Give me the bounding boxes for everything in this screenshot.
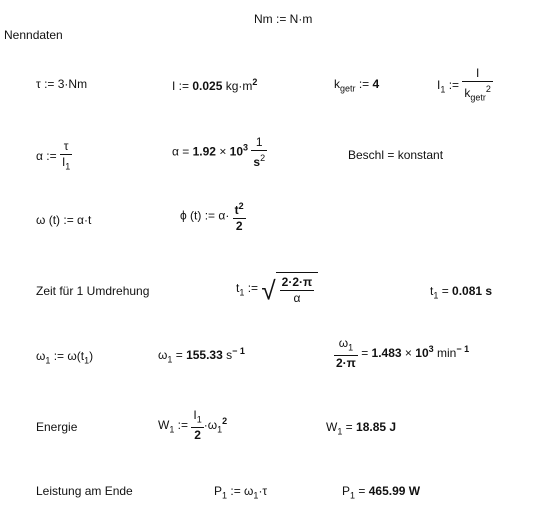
radical-sign: √ — [261, 275, 276, 306]
inertia-unit-exp: 2 — [252, 77, 258, 87]
w1-result-subscript: 1 — [337, 426, 343, 437]
omega1-rhs: := ω(t — [50, 349, 85, 363]
gear-ratio-assign: := — [355, 77, 373, 91]
numerator-exponent: 2 — [238, 201, 244, 211]
square-root — [261, 272, 318, 306]
p1-result-symbol: P — [342, 484, 351, 498]
fraction-denominator: α — [293, 291, 301, 305]
conversion-unit: min — [436, 345, 457, 360]
w1-tail: ·ω — [203, 417, 218, 432]
times-sign: × — [401, 345, 416, 360]
alpha-unit-fraction — [251, 135, 267, 170]
tau-definition[interactable]: τ := 3·Nm — [36, 77, 88, 91]
t1-result[interactable] — [430, 284, 492, 300]
gear-ratio-definition[interactable] — [334, 77, 379, 93]
w1-tail-subscript: 1 — [217, 424, 223, 435]
fraction-numerator — [334, 336, 358, 356]
rotation-speed-conversion[interactable] — [334, 336, 469, 371]
unit-definition-nm[interactable]: Nm := N·m — [254, 12, 313, 26]
omega1-symbol: ω — [36, 349, 46, 363]
section-heading: Nenndaten — [4, 28, 63, 42]
omega1-result-unit: s — [226, 348, 233, 362]
w1-result-value: 18.85 — [356, 420, 387, 434]
fraction-numerator — [233, 199, 246, 219]
alpha-result-value: 1.92 — [192, 144, 216, 159]
inertia-prefix: I := — [172, 79, 193, 93]
revolution-time-label: Zeit für 1 Umdrehung — [36, 284, 150, 298]
denominator-exponent: 2 — [485, 84, 491, 94]
omega1-rhs-subscript: 1 — [84, 355, 90, 366]
conversion-value: 1.483 — [371, 345, 402, 360]
alpha-definition[interactable] — [36, 139, 72, 174]
radicand — [276, 272, 319, 306]
omega1-subscript: 1 — [45, 355, 51, 366]
t1-definition[interactable] — [236, 272, 318, 306]
phi-prefix: ϕ (t) := α· — [180, 208, 230, 223]
w1-fraction — [191, 408, 203, 443]
energy-label: Energie — [36, 420, 78, 434]
reduced-inertia-fraction — [462, 66, 493, 105]
w1-assign: := — [174, 417, 192, 432]
unit-denominator — [251, 151, 267, 170]
denominator-subscript: getr — [470, 92, 486, 103]
conversion-fraction — [334, 336, 358, 371]
power-base: 10 — [229, 144, 244, 159]
numerator-subscript: 1 — [196, 414, 202, 425]
p1-subscript: 1 — [222, 490, 228, 501]
p1-assign: := ω — [227, 484, 254, 498]
unit-numerator: 1 — [251, 135, 267, 151]
alpha-label: α := — [36, 148, 60, 163]
inertia-unit: kg·m — [225, 79, 253, 93]
numerator-symbol: I — [193, 408, 197, 422]
reduced-inertia-symbol: I — [437, 77, 441, 92]
p1-symbol: P — [214, 484, 223, 498]
p1-result-subscript: 1 — [350, 490, 356, 501]
p1-rhs-tail: ·τ — [258, 484, 268, 498]
w1-definition[interactable] — [158, 408, 227, 443]
w1-subscript: 1 — [169, 424, 175, 435]
p1-definition[interactable] — [214, 484, 267, 500]
t1-result-subscript: 1 — [433, 290, 439, 301]
reduced-inertia-assign: := — [445, 77, 463, 92]
numerator-subscript: 1 — [348, 342, 354, 353]
numerator-symbol: ω — [338, 336, 349, 350]
omega1-definition[interactable] — [36, 349, 93, 365]
closing-paren: ) — [89, 349, 94, 363]
omega-function-definition[interactable]: ω (t) := α·t — [36, 213, 92, 227]
power-exponent: 3 — [428, 343, 434, 354]
equals-sign: = — [438, 284, 453, 298]
fraction-numerator — [191, 408, 203, 428]
fraction-denominator: 2 — [194, 428, 201, 443]
times-sign: × — [215, 144, 230, 159]
w1-result[interactable] — [326, 420, 396, 436]
omega1-result-value: 155.33 — [186, 348, 223, 362]
alpha-result[interactable] — [172, 135, 267, 170]
w1-symbol: W — [158, 417, 170, 432]
numerator-symbol: t — [234, 203, 239, 217]
omega1-result-symbol: ω — [158, 348, 168, 362]
alpha-result-label: α = — [172, 144, 193, 159]
fraction-numerator: I — [462, 66, 493, 82]
equals-sign: = — [172, 348, 187, 362]
t1-subscript: 1 — [239, 287, 245, 298]
unit-denominator-symbol: s — [253, 155, 261, 169]
fraction-denominator: 2 — [235, 219, 243, 233]
t1-assign: := — [244, 281, 262, 296]
gear-ratio-subscript: getr — [340, 83, 356, 94]
w1-tail-exponent: 2 — [222, 415, 228, 426]
t1-result-value: 0.081 — [452, 284, 483, 298]
omega1-result-subscript: 1 — [167, 354, 173, 365]
fraction-denominator — [462, 82, 493, 105]
denominator-subscript: 1 — [65, 161, 71, 172]
p1-rhs-subscript: 1 — [253, 490, 259, 501]
w1-result-symbol: W — [326, 420, 338, 434]
equals-sign: = — [357, 345, 372, 360]
t1-symbol: t — [236, 281, 240, 296]
equals-sign: = — [355, 484, 369, 498]
t1-result-symbol: t — [430, 284, 434, 298]
phi-function-definition[interactable] — [180, 199, 246, 234]
equals-sign: = — [342, 420, 357, 434]
phi-fraction — [233, 199, 246, 234]
fraction-numerator: τ — [60, 139, 72, 155]
acceleration-note: Beschl = konstant — [348, 148, 444, 162]
inertia-value: 0.025 — [192, 79, 223, 93]
reduced-inertia-definition[interactable] — [437, 66, 493, 105]
denominator-symbol: I — [61, 155, 66, 169]
power-base: 10 — [415, 345, 429, 360]
fraction-denominator: 2·π — [336, 356, 356, 371]
gear-ratio-symbol: k — [334, 77, 340, 91]
p1-result-value: 465.99 — [368, 484, 406, 498]
fraction-numerator: 2·2·π — [281, 275, 313, 289]
p1-result[interactable] — [342, 484, 420, 500]
inertia-definition[interactable] — [172, 77, 257, 93]
fraction-denominator — [60, 155, 72, 174]
denominator-symbol: k — [464, 86, 471, 100]
omega1-result[interactable] — [158, 346, 245, 364]
conversion-unit-exp: − 1 — [456, 343, 470, 354]
power-exponent: 3 — [243, 142, 249, 153]
power-label: Leistung am Ende — [36, 484, 133, 498]
alpha-fraction — [60, 139, 72, 174]
reduced-inertia-subscript: 1 — [440, 84, 446, 95]
gear-ratio-value: 4 — [372, 77, 380, 91]
omega1-result-unit-exp: − 1 — [232, 346, 245, 356]
radicand-fraction — [280, 275, 315, 306]
p1-result-unit: W — [408, 484, 421, 498]
unit-denominator-exponent: 2 — [260, 153, 266, 163]
w1-result-unit: J — [389, 420, 397, 434]
t1-result-unit: s — [485, 284, 493, 298]
